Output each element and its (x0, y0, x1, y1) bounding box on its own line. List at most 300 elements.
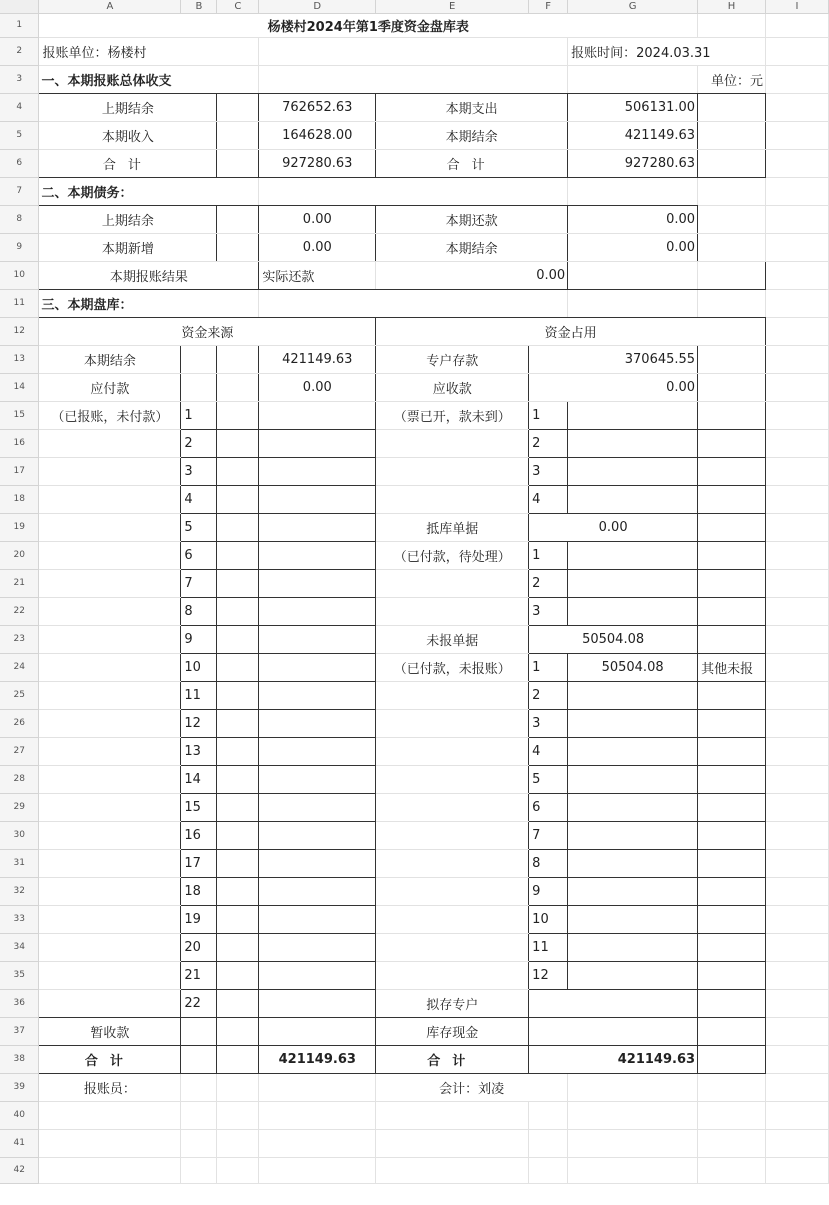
cell[interactable] (766, 121, 829, 149)
current-balance-label[interactable]: 本期结余 (376, 121, 568, 149)
cell[interactable] (259, 569, 376, 597)
special-deposit-value[interactable]: 370645.55 (529, 345, 698, 373)
row-header[interactable]: 5 (0, 121, 39, 149)
cell[interactable] (698, 13, 766, 37)
cell[interactable] (766, 961, 829, 989)
cell[interactable] (259, 37, 568, 65)
cell[interactable] (259, 401, 376, 429)
special-deposit-label[interactable]: 专户存款 (376, 345, 529, 373)
cell[interactable] (698, 905, 766, 933)
cell[interactable] (217, 1129, 259, 1157)
row-header[interactable]: 15 (0, 401, 39, 429)
cell[interactable] (217, 877, 259, 905)
cell[interactable] (217, 373, 259, 401)
cell[interactable] (698, 149, 766, 177)
row-header[interactable]: 28 (0, 765, 39, 793)
payable-item-number[interactable]: 10 (181, 653, 217, 681)
unreported-item-number[interactable]: 8 (529, 849, 568, 877)
cell[interactable] (217, 1073, 259, 1101)
receivable-label[interactable]: 应收款 (376, 373, 529, 401)
cell[interactable] (529, 1157, 568, 1183)
cell[interactable] (766, 849, 829, 877)
cell[interactable] (698, 1045, 766, 1073)
expenditure-value[interactable]: 506131.00 (568, 93, 698, 121)
unreported-voucher-value[interactable]: 50504.08 (529, 625, 698, 653)
offset-item-number[interactable]: 1 (529, 541, 568, 569)
new-debt-value[interactable]: 0.00 (259, 233, 376, 261)
row-header[interactable]: 7 (0, 177, 39, 205)
payable-item-number[interactable]: 12 (181, 709, 217, 737)
payable-item-number[interactable]: 7 (181, 569, 217, 597)
payable-item-number[interactable]: 2 (181, 429, 217, 457)
report-result-label[interactable]: 本期报账结果 (39, 261, 259, 289)
cell[interactable] (39, 961, 181, 989)
debt-balance-value[interactable]: 0.00 (568, 233, 698, 261)
cell[interactable] (217, 429, 259, 457)
cell[interactable] (217, 1101, 259, 1129)
cell[interactable] (766, 905, 829, 933)
receivable-item-number[interactable]: 3 (529, 457, 568, 485)
cell[interactable] (698, 93, 766, 121)
actual-repayment-value[interactable]: 0.00 (376, 261, 568, 289)
row-header[interactable]: 27 (0, 737, 39, 765)
cell[interactable] (766, 429, 829, 457)
row-header[interactable]: 21 (0, 569, 39, 597)
col-header-a[interactable]: A (39, 0, 181, 13)
cell[interactable] (766, 653, 829, 681)
cell[interactable] (766, 793, 829, 821)
unreported-item-number[interactable]: 11 (529, 933, 568, 961)
cell[interactable] (766, 93, 829, 121)
col-header-e[interactable]: E (376, 0, 529, 13)
debt-prev-balance-label[interactable]: 上期结余 (39, 205, 217, 233)
cell[interactable] (698, 597, 766, 625)
cell[interactable] (698, 625, 766, 653)
row-header[interactable]: 13 (0, 345, 39, 373)
cell[interactable] (259, 513, 376, 541)
payable-note[interactable]: （已报账，未付款） (39, 401, 181, 429)
cell[interactable] (376, 569, 529, 597)
cell[interactable] (766, 933, 829, 961)
col-header-f[interactable]: F (529, 0, 568, 13)
fund-source-header[interactable]: 资金来源 (39, 317, 376, 345)
cell[interactable] (259, 961, 376, 989)
payable-item-number[interactable]: 9 (181, 625, 217, 653)
offset-voucher-value[interactable]: 0.00 (529, 513, 698, 541)
row-header[interactable]: 36 (0, 989, 39, 1017)
payable-item-number[interactable]: 11 (181, 681, 217, 709)
cell[interactable] (181, 373, 217, 401)
cell[interactable] (376, 429, 529, 457)
income-value[interactable]: 164628.00 (259, 121, 376, 149)
grand-total-right-label[interactable]: 合计 (376, 1045, 529, 1073)
cell[interactable] (259, 65, 568, 93)
reporting-unit[interactable]: 报账单位：杨楼村 (39, 37, 259, 65)
col-header-i[interactable]: I (766, 0, 829, 13)
cell[interactable] (698, 401, 766, 429)
cell[interactable] (568, 261, 698, 289)
cell[interactable] (217, 821, 259, 849)
cell[interactable] (698, 737, 766, 765)
cell[interactable] (698, 485, 766, 513)
cell[interactable] (766, 205, 829, 233)
unreported-item-number[interactable]: 9 (529, 877, 568, 905)
unreported-item-number[interactable]: 1 (529, 653, 568, 681)
payable-item-number[interactable]: 19 (181, 905, 217, 933)
cell[interactable] (698, 569, 766, 597)
cell[interactable] (568, 1101, 698, 1129)
receivable-value[interactable]: 0.00 (529, 373, 698, 401)
row-header[interactable]: 2 (0, 37, 39, 65)
cell[interactable] (217, 597, 259, 625)
cell[interactable] (698, 541, 766, 569)
cell[interactable] (376, 737, 529, 765)
cell[interactable] (259, 541, 376, 569)
cell[interactable] (259, 1157, 376, 1183)
row-header[interactable]: 9 (0, 233, 39, 261)
payable-item-number[interactable]: 17 (181, 849, 217, 877)
cell[interactable] (217, 569, 259, 597)
cell[interactable] (376, 961, 529, 989)
cell[interactable] (181, 345, 217, 373)
payable-item-number[interactable]: 13 (181, 737, 217, 765)
cell[interactable] (39, 569, 181, 597)
row-header[interactable]: 22 (0, 597, 39, 625)
cell[interactable] (259, 737, 376, 765)
cell[interactable] (766, 37, 829, 65)
cell[interactable] (568, 177, 698, 205)
payable-item-number[interactable]: 15 (181, 793, 217, 821)
total-left-value[interactable]: 927280.63 (259, 149, 376, 177)
cell[interactable] (39, 429, 181, 457)
cell[interactable] (259, 989, 376, 1017)
cell[interactable] (376, 1157, 529, 1183)
unreported-item-number[interactable]: 12 (529, 961, 568, 989)
cell[interactable] (766, 1073, 829, 1101)
cell[interactable] (698, 429, 766, 457)
repayment-label[interactable]: 本期还款 (376, 205, 568, 233)
row-header[interactable]: 26 (0, 709, 39, 737)
total-right-label[interactable]: 合计 (376, 149, 568, 177)
cell[interactable] (217, 541, 259, 569)
cell[interactable] (568, 1129, 698, 1157)
balance-value[interactable]: 421149.63 (259, 345, 376, 373)
cell[interactable] (217, 149, 259, 177)
cell[interactable] (568, 457, 698, 485)
cell[interactable] (698, 709, 766, 737)
cell[interactable] (181, 1157, 217, 1183)
cell[interactable] (568, 65, 698, 93)
row-header[interactable]: 3 (0, 65, 39, 93)
cell[interactable] (698, 765, 766, 793)
cell[interactable] (698, 1101, 766, 1129)
unreported-item-number[interactable]: 4 (529, 737, 568, 765)
cell[interactable] (766, 569, 829, 597)
corner-cell[interactable] (0, 0, 39, 13)
cell[interactable] (766, 877, 829, 905)
row-header[interactable]: 39 (0, 1073, 39, 1101)
cell[interactable] (568, 905, 698, 933)
cell[interactable] (217, 989, 259, 1017)
cell[interactable] (376, 709, 529, 737)
offset-item-number[interactable]: 3 (529, 597, 568, 625)
payable-item-number[interactable]: 16 (181, 821, 217, 849)
cell[interactable] (376, 597, 529, 625)
cell[interactable] (766, 681, 829, 709)
cell[interactable] (259, 289, 568, 317)
cell[interactable] (39, 793, 181, 821)
payable-item-number[interactable]: 21 (181, 961, 217, 989)
cell[interactable] (568, 597, 698, 625)
unreported-voucher-label[interactable]: 未报单据 (376, 625, 529, 653)
cell[interactable] (698, 1017, 766, 1045)
unreported-item-number[interactable]: 2 (529, 681, 568, 709)
cell[interactable] (259, 1073, 376, 1101)
cell[interactable] (568, 569, 698, 597)
unreported-item-number[interactable]: 5 (529, 765, 568, 793)
currency-unit[interactable]: 单位：元 (698, 65, 766, 93)
cell[interactable] (376, 485, 529, 513)
cell[interactable] (259, 625, 376, 653)
offset-voucher-label[interactable]: 抵库单据 (376, 513, 529, 541)
cash-label[interactable]: 库存现金 (376, 1017, 529, 1045)
cell[interactable] (376, 1129, 529, 1157)
cell[interactable] (568, 821, 698, 849)
cell[interactable] (39, 653, 181, 681)
row-header[interactable]: 4 (0, 93, 39, 121)
cell[interactable] (39, 597, 181, 625)
cell[interactable] (39, 905, 181, 933)
row-header[interactable]: 6 (0, 149, 39, 177)
unreported-item-note[interactable]: 其他未报 (698, 653, 766, 681)
offset-voucher-note[interactable]: （已付款，待处理） (376, 541, 529, 569)
cell[interactable] (766, 485, 829, 513)
cell[interactable] (259, 597, 376, 625)
cell[interactable] (39, 933, 181, 961)
row-header[interactable]: 19 (0, 513, 39, 541)
actual-repayment-label[interactable]: 实际还款 (259, 261, 376, 289)
row-header[interactable]: 30 (0, 821, 39, 849)
cell[interactable] (568, 933, 698, 961)
row-header[interactable]: 24 (0, 653, 39, 681)
cell[interactable] (766, 345, 829, 373)
cell[interactable] (217, 681, 259, 709)
cell[interactable] (217, 513, 259, 541)
cell[interactable] (568, 765, 698, 793)
cell[interactable] (181, 1045, 217, 1073)
cell[interactable] (766, 149, 829, 177)
cell[interactable] (698, 877, 766, 905)
cell[interactable] (766, 737, 829, 765)
cell[interactable] (766, 597, 829, 625)
payable-item-number[interactable]: 20 (181, 933, 217, 961)
cell[interactable] (698, 1129, 766, 1157)
cell[interactable] (376, 905, 529, 933)
current-balance-value[interactable]: 421149.63 (568, 121, 698, 149)
cell[interactable] (39, 1157, 181, 1183)
cell[interactable] (568, 681, 698, 709)
cell[interactable] (259, 933, 376, 961)
row-header[interactable]: 14 (0, 373, 39, 401)
new-debt-label[interactable]: 本期新增 (39, 233, 217, 261)
cell[interactable] (698, 457, 766, 485)
debt-prev-balance-value[interactable]: 0.00 (259, 205, 376, 233)
cell[interactable] (698, 1073, 766, 1101)
cell[interactable] (766, 457, 829, 485)
row-header[interactable]: 1 (0, 13, 39, 37)
payable-label[interactable]: 应付款 (39, 373, 181, 401)
income-label[interactable]: 本期收入 (39, 121, 217, 149)
row-header[interactable]: 12 (0, 317, 39, 345)
cell[interactable] (217, 1017, 259, 1045)
cell[interactable] (766, 625, 829, 653)
cell[interactable] (259, 177, 568, 205)
cell[interactable] (698, 681, 766, 709)
receivable-item-number[interactable]: 4 (529, 485, 568, 513)
cell[interactable] (766, 765, 829, 793)
cell[interactable] (568, 485, 698, 513)
cell[interactable] (698, 961, 766, 989)
cell[interactable] (217, 401, 259, 429)
cell[interactable] (698, 289, 766, 317)
grand-total-left-value[interactable]: 421149.63 (259, 1045, 376, 1073)
cell[interactable] (766, 1017, 829, 1045)
proposed-account-label[interactable]: 拟存专户 (376, 989, 529, 1017)
cell[interactable] (376, 877, 529, 905)
cell[interactable] (217, 737, 259, 765)
cell[interactable] (181, 1101, 217, 1129)
payable-item-number[interactable]: 8 (181, 597, 217, 625)
row-header[interactable]: 33 (0, 905, 39, 933)
cell[interactable] (766, 989, 829, 1017)
cell[interactable] (217, 93, 259, 121)
payable-item-number[interactable]: 6 (181, 541, 217, 569)
cell[interactable] (217, 485, 259, 513)
cell[interactable] (39, 625, 181, 653)
cell[interactable] (217, 345, 259, 373)
section1-heading[interactable]: 一、本期报账总体收支 (39, 65, 259, 93)
payable-item-number[interactable]: 5 (181, 513, 217, 541)
row-header[interactable]: 37 (0, 1017, 39, 1045)
row-header[interactable]: 18 (0, 485, 39, 513)
payable-item-number[interactable]: 1 (181, 401, 217, 429)
total-right-value[interactable]: 927280.63 (568, 149, 698, 177)
cell[interactable] (259, 765, 376, 793)
expenditure-label[interactable]: 本期支出 (376, 93, 568, 121)
fund-use-header[interactable]: 资金占用 (376, 317, 766, 345)
row-header[interactable]: 34 (0, 933, 39, 961)
cell[interactable] (766, 1045, 829, 1073)
row-header[interactable]: 11 (0, 289, 39, 317)
col-header-b[interactable]: B (181, 0, 217, 13)
cell[interactable] (568, 1157, 698, 1183)
row-header[interactable]: 42 (0, 1157, 39, 1183)
cell[interactable] (568, 401, 698, 429)
cell[interactable] (259, 877, 376, 905)
cell[interactable] (39, 681, 181, 709)
cell[interactable] (376, 933, 529, 961)
row-header[interactable]: 31 (0, 849, 39, 877)
cell[interactable] (568, 737, 698, 765)
cell[interactable] (181, 1017, 217, 1045)
cell[interactable] (39, 877, 181, 905)
report-title[interactable]: 杨楼村2024年第1季度资金盘库表 (39, 13, 698, 37)
section2-heading[interactable]: 二、本期债务： (39, 177, 259, 205)
cell[interactable] (39, 485, 181, 513)
cell[interactable] (259, 429, 376, 457)
cell[interactable] (217, 625, 259, 653)
cell[interactable] (39, 1101, 181, 1129)
row-header[interactable]: 35 (0, 961, 39, 989)
cell[interactable] (766, 1101, 829, 1129)
row-header[interactable]: 32 (0, 877, 39, 905)
cell[interactable] (698, 261, 766, 289)
cell[interactable] (529, 1129, 568, 1157)
cell[interactable] (766, 1129, 829, 1157)
payable-item-number[interactable]: 3 (181, 457, 217, 485)
cell[interactable] (766, 177, 829, 205)
cell[interactable] (529, 1101, 568, 1129)
cell[interactable] (217, 653, 259, 681)
cell[interactable] (766, 1157, 829, 1183)
cell[interactable] (698, 513, 766, 541)
cell[interactable] (568, 1073, 698, 1101)
row-header[interactable]: 8 (0, 205, 39, 233)
cell[interactable] (259, 1129, 376, 1157)
unreported-item-number[interactable]: 7 (529, 821, 568, 849)
cell[interactable] (698, 989, 766, 1017)
col-header-g[interactable]: G (568, 0, 698, 13)
cell[interactable] (568, 961, 698, 989)
cell[interactable] (698, 849, 766, 877)
cell[interactable] (259, 709, 376, 737)
cell[interactable] (766, 261, 829, 289)
cell[interactable] (568, 541, 698, 569)
cell[interactable] (376, 765, 529, 793)
cell[interactable] (698, 177, 766, 205)
cell[interactable] (568, 429, 698, 457)
cell[interactable] (698, 233, 766, 261)
row-header[interactable]: 20 (0, 541, 39, 569)
payable-value[interactable]: 0.00 (259, 373, 376, 401)
cell[interactable] (766, 513, 829, 541)
cell[interactable] (766, 821, 829, 849)
unreported-item-number[interactable]: 3 (529, 709, 568, 737)
cell[interactable] (698, 373, 766, 401)
cell[interactable] (766, 373, 829, 401)
cell[interactable] (568, 289, 698, 317)
clerk-signature[interactable]: 报账员： (39, 1073, 181, 1101)
cell[interactable] (766, 289, 829, 317)
receivable-item-number[interactable]: 2 (529, 429, 568, 457)
cell[interactable] (376, 1101, 529, 1129)
unreported-voucher-note[interactable]: （已付款，未报账） (376, 653, 529, 681)
cell[interactable] (181, 1129, 217, 1157)
receivable-note[interactable]: （票已开，款未到） (376, 401, 529, 429)
temp-receipt-label[interactable]: 暂收款 (39, 1017, 181, 1045)
cell[interactable] (376, 457, 529, 485)
debt-balance-label[interactable]: 本期结余 (376, 233, 568, 261)
cell[interactable] (259, 905, 376, 933)
cell[interactable] (698, 345, 766, 373)
cell[interactable] (217, 709, 259, 737)
offset-item-number[interactable]: 2 (529, 569, 568, 597)
unreported-item-value[interactable]: 50504.08 (568, 653, 698, 681)
cell[interactable] (217, 933, 259, 961)
col-header-h[interactable]: H (698, 0, 766, 13)
prev-balance-label[interactable]: 上期结余 (39, 93, 217, 121)
cell[interactable] (39, 709, 181, 737)
